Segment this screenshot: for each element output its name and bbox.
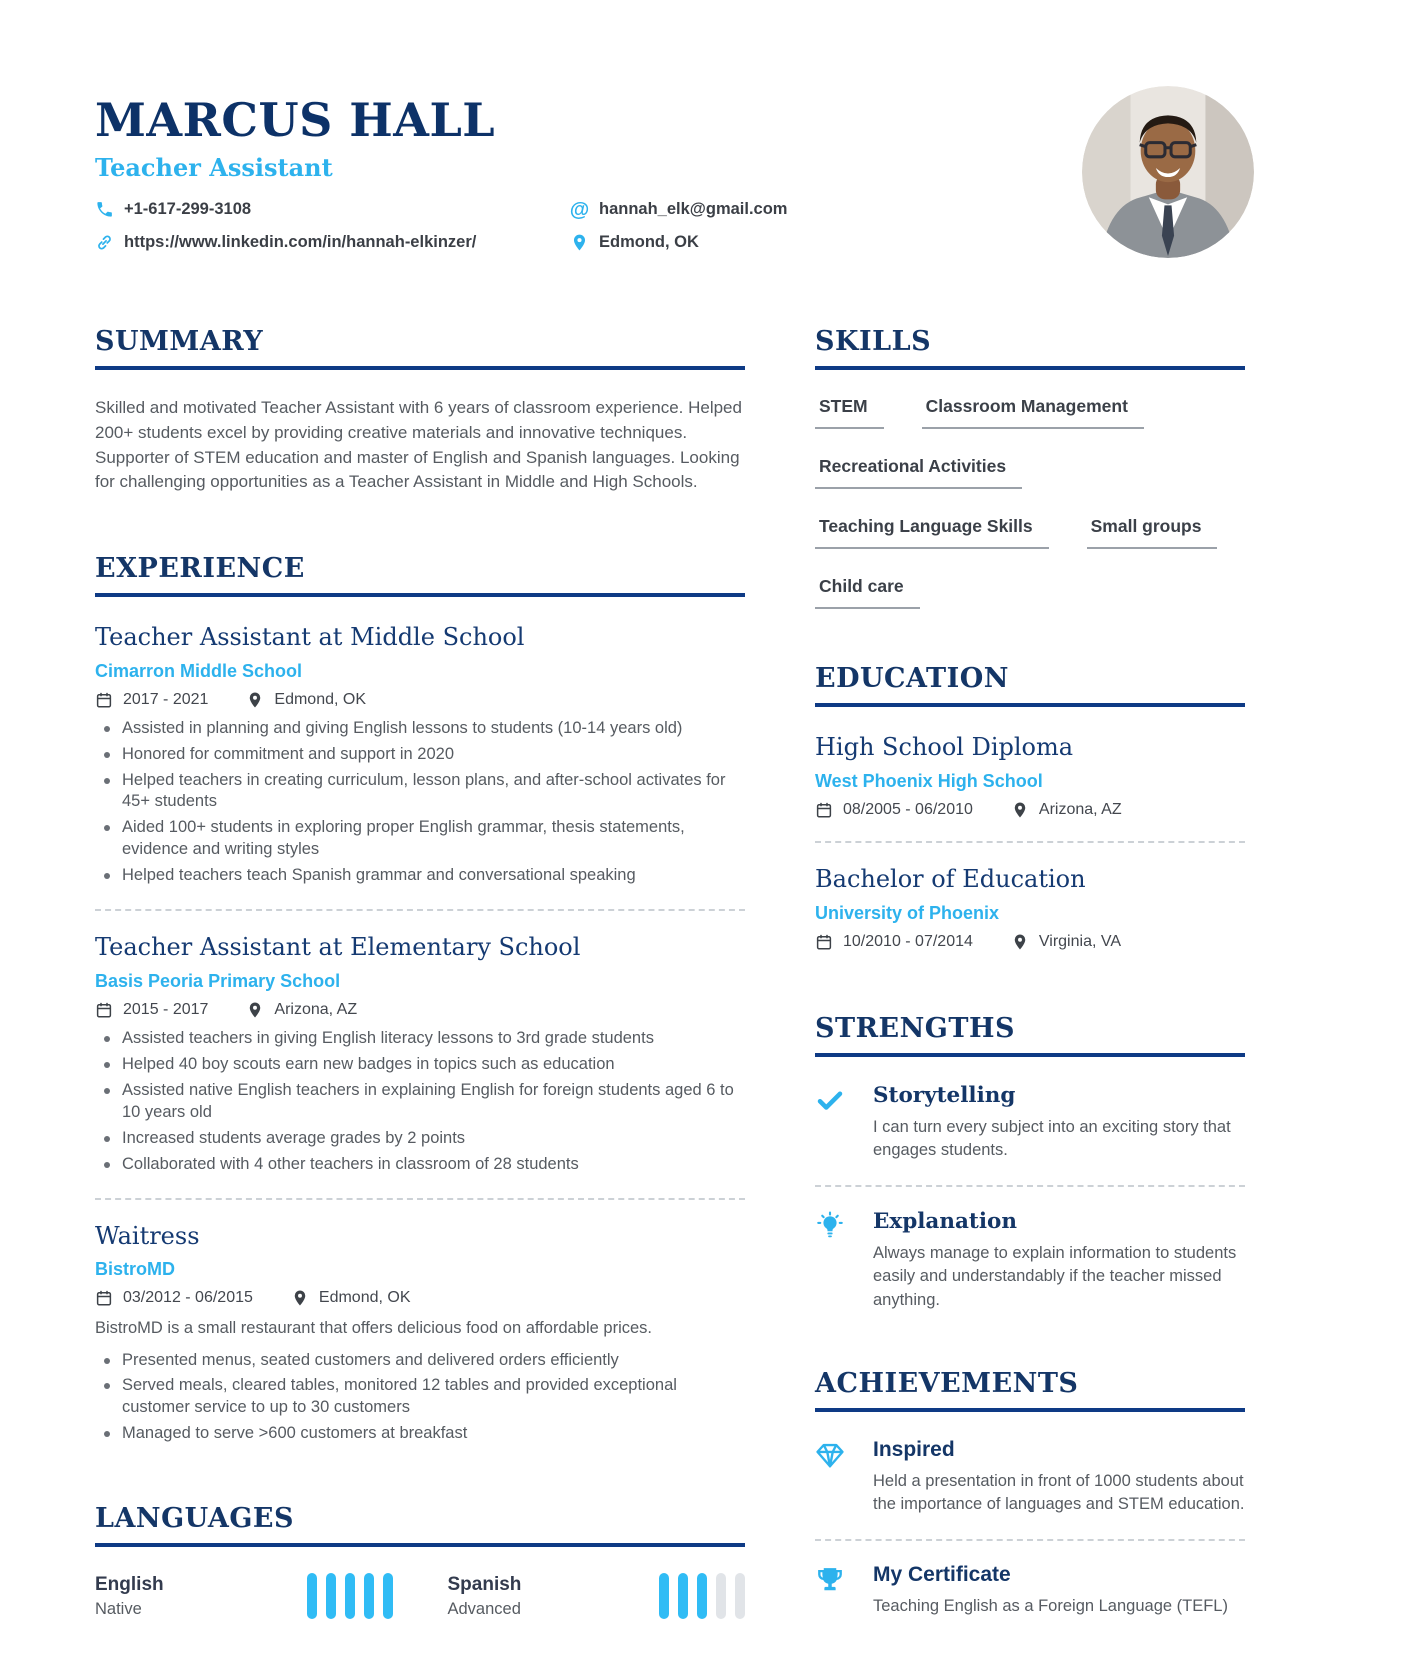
location-pin-icon [1011,933,1029,951]
divider [815,841,1245,843]
proficiency-bar [307,1573,317,1619]
job-title: Waitress [95,1221,200,1250]
skill-row [815,396,1245,429]
education-heading: EDUCATION [815,663,1245,707]
lightbulb-icon [815,1211,845,1241]
bullet: Helped teachers in creating curriculum, lesson plans, and after-school activates for 45+ students [95,770,745,814]
location-text: Edmond, OK [599,233,699,252]
contact-email[interactable] [570,200,915,219]
phone-number: +1-617-299-3108 [124,200,252,219]
phone-icon [95,200,114,219]
language-labels [95,1574,164,1619]
language-labels [448,1574,522,1619]
job-location: Arizona, AZ [274,1001,358,1019]
bullet: Served meals, cleared tables, monitored 12 tables and provided exceptional customer service to up to 30 customers [95,1375,745,1419]
languages-section [95,1503,745,1619]
proficiency-bar [678,1573,688,1619]
location-pin-icon [291,1289,309,1307]
experience-section [95,553,745,1445]
job-company: Cimarron Middle School [95,660,303,681]
experience-entry [95,1222,745,1446]
achievement-content [873,1563,1245,1618]
strength-description: Always manage to explain information to students easily and understandably if the teacher missed anything. [873,1243,1237,1309]
job-meta [95,1289,745,1307]
education-section [815,663,1245,951]
education-meta [815,933,1245,951]
divider [95,1198,745,1200]
experience-entry [95,933,745,1175]
job-location: Edmond, OK [274,690,367,708]
language-name: Spanish [447,1573,522,1595]
bullet: Presented menus, seated customers and delivered orders efficiently [95,1350,745,1372]
strengths-section [815,1013,1245,1312]
bullet: Increased students average grades by 2 points [95,1128,745,1150]
job-bullets [95,1028,745,1176]
location-pin-icon [570,233,589,252]
summary-section [95,326,745,495]
bullet: Assisted native English teachers in explaining English for foreign students aged 6 to 10 years old [95,1080,745,1124]
bullet: Managed to serve >600 customers at breakfast [95,1423,745,1445]
calendar-icon [815,801,833,819]
strength-content [873,1083,1245,1163]
education-dates: 08/2005 - 06/2010 [843,801,973,819]
language-proficiency-bars [659,1573,745,1619]
education-location: Virginia, VA [1038,932,1122,950]
skill-item: Teaching Language Skills [815,516,1049,549]
calendar-icon [95,691,113,709]
job-dates: 03/2012 - 06/2015 [123,1289,253,1307]
strength-content [873,1209,1245,1312]
education-meta [815,801,1245,819]
strengths-heading: STRENGTHS [815,1013,1245,1057]
divider [815,1539,1245,1541]
contact-website[interactable] [95,233,570,252]
job-meta [95,691,745,709]
skill-item: STEM [815,396,884,429]
trophy-icon [815,1565,845,1595]
contact-info [95,200,915,252]
education-location: Arizona, AZ [1038,801,1122,819]
website-url: https://www.linkedin.com/in/hannah-elkinzer/ [124,233,477,252]
experience-entry [95,623,745,887]
language-level: Advanced [447,1599,521,1618]
proficiency-bar [364,1573,374,1619]
language-level: Native [95,1599,142,1618]
education-entry [815,865,1245,951]
strength-item [815,1083,1245,1163]
job-dates: 2017 - 2021 [123,690,209,708]
achievement-item [815,1438,1245,1517]
job-bullets [95,1350,745,1446]
location-pin-icon [246,1001,264,1019]
skills-section [815,326,1245,609]
strength-title: Explanation [873,1208,1017,1234]
job-dates: 2015 - 2017 [123,1001,209,1019]
job-description: BistroMD is a small restaurant that offers delicious food on affordable prices. [95,1319,652,1338]
job-company: Basis Peoria Primary School [95,971,341,992]
bullet: Assisted in planning and giving English lessons to students (10-14 years old) [95,718,745,740]
skill-item: Recreational Activities [815,456,1022,489]
job-meta [95,1001,745,1019]
contact-location [570,233,915,252]
strength-title: Storytelling [873,1082,1016,1108]
calendar-icon [95,1001,113,1019]
language-proficiency-bars [307,1573,393,1619]
language-item [95,1573,393,1619]
language-name: English [95,1573,164,1595]
bullet: Helped 40 boy scouts earn new badges in topics such as education [95,1054,745,1076]
achievement-item [815,1563,1245,1618]
link-icon [95,233,114,252]
skill-row [815,576,1245,609]
check-icon [815,1085,845,1115]
experience-heading: EXPERIENCE [95,553,745,597]
education-dates: 10/2010 - 07/2014 [843,932,973,950]
bullet: Collaborated with 4 other teachers in classroom of 28 students [95,1154,745,1176]
job-title: Teacher Assistant at Middle School [95,622,525,651]
bullet: Helped teachers teach Spanish grammar and conversational speaking [95,865,745,887]
proficiency-bar [697,1573,707,1619]
achievement-content [873,1438,1245,1517]
achievement-description: Held a presentation in front of 1000 students about the importance of languages and STEM education. [873,1472,1245,1514]
achievement-title: Inspired [873,1438,955,1461]
school-name: University of Phoenix [815,902,1000,923]
divider [95,909,745,911]
languages-list [95,1573,745,1619]
summary-heading: SUMMARY [95,326,745,370]
achievements-section [815,1368,1245,1618]
skill-item: Classroom Management [922,396,1144,429]
skill-item: Small groups [1087,516,1218,549]
school-name: West Phoenix High School [815,771,1043,792]
job-company: BistroMD [95,1259,175,1280]
skill-item: Child care [815,576,920,609]
achievement-description: Teaching English as a Foreign Language (TEFL) [873,1596,1228,1615]
job-location: Edmond, OK [318,1289,411,1307]
location-pin-icon [246,691,264,709]
skill-row [815,456,1245,489]
left-column [95,326,745,1619]
skill-row [815,516,1245,549]
person-job-title: Teacher Assistant [95,153,333,183]
at-icon: @ [569,198,590,221]
job-bullets [95,718,745,888]
proficiency-bar [735,1573,745,1619]
content-columns [95,326,1315,1619]
right-column [815,326,1245,1618]
languages-heading: LANGUAGES [95,1503,745,1547]
skills-heading: SKILLS [815,326,1245,370]
proficiency-bar [345,1573,355,1619]
achievement-title: My Certificate [873,1562,1011,1586]
proficiency-bar [383,1573,393,1619]
proficiency-bar [659,1573,669,1619]
degree-title: Bachelor of Education [815,865,1086,894]
diamond-icon [815,1440,845,1470]
divider [815,1185,1245,1187]
job-title: Teacher Assistant at Elementary School [95,933,581,962]
profile-photo [1082,86,1254,258]
person-name: MARCUS HALL [95,93,496,147]
profile-photo-illustration [1082,86,1254,258]
calendar-icon [95,1289,113,1307]
achievements-heading: ACHIEVEMENTS [815,1368,1245,1412]
strength-description: I can turn every subject into an exciting story that engages students. [873,1117,1231,1160]
language-item [448,1573,746,1619]
summary-text: Skilled and motivated Teacher Assistant with 6 years of classroom experience. Helped 200+ students excel by providing creative materials and innovative techniques. Supporter of STEM education and master of English and Spanish languages. Looking for challenging opportunities as a Teacher Assistant in Middle and High Schools. [95,398,742,492]
degree-title: High School Diploma [815,733,1074,762]
contact-phone [95,200,570,219]
bullet: Assisted teachers in giving English literacy lessons to 3rd grade students [95,1028,745,1050]
strength-item [815,1209,1245,1312]
email-address: hannah_elk@gmail.com [599,200,788,219]
proficiency-bar [716,1573,726,1619]
bullet: Aided 100+ students in exploring proper English grammar, thesis statements, evidence and writing styles [95,817,745,861]
location-pin-icon [1011,801,1029,819]
calendar-icon [815,933,833,951]
bullet: Honored for commitment and support in 2020 [95,744,745,766]
education-entry [815,733,1245,819]
proficiency-bar [326,1573,336,1619]
